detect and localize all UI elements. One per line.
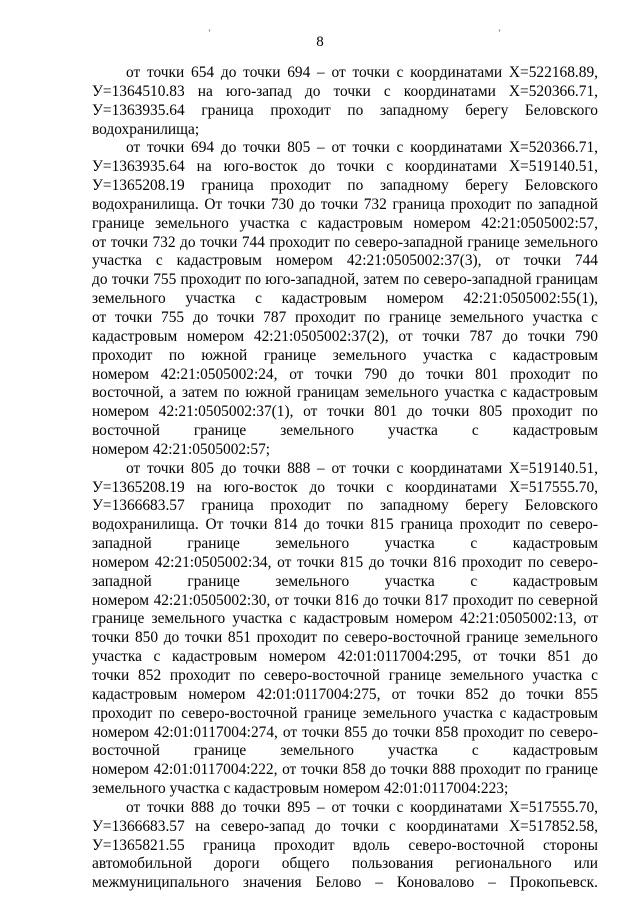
text-line: восточной границе земельного участка с кадастровым bbox=[92, 422, 598, 440]
paragraph-2 bbox=[92, 139, 598, 459]
text-line: восточной, а затем по южной границам земельного участка с кадастровым bbox=[92, 384, 598, 402]
text-line: точки 852 проходит по северо-восточной границе земельного участка с bbox=[92, 667, 598, 684]
text-line: У=1366683.57 на северо-запад до точки с координатами Х=517852.58, bbox=[92, 817, 598, 835]
text-line: от точки 805 до точки 888 – от точки с координатами Х=519140.51, bbox=[126, 459, 598, 477]
text-line: от точки 654 до точки 694 – от точки с координатами Х=522168.89, bbox=[126, 64, 598, 81]
scan-mark-left: ’ bbox=[208, 28, 211, 38]
text-line: автомобильной дороги общего пользования регионального или bbox=[92, 855, 598, 873]
text-line: номером 42:01:0117004:222, от точки 858 до точки 888 проходит по границе bbox=[92, 761, 598, 779]
text-line: до точки 755 проходит по юго-западной, затем по северо-западной границам bbox=[92, 271, 598, 289]
text-line: земельного участка с кадастровым номером 42:21:0505002:55(1), bbox=[92, 290, 598, 308]
text-line: водохранилища; bbox=[92, 120, 200, 138]
text-line: номером 42:21:0505002:30, от точки 816 до точки 817 проходит по северной bbox=[92, 591, 598, 609]
text-line: участка с кадастровым номером 42:01:0117004:295, от точки 851 до bbox=[92, 648, 598, 666]
text-line: У=1365208.19 на юго-восток до точки с координатами Х=517555.70, bbox=[92, 478, 598, 496]
paragraph-4 bbox=[92, 799, 598, 893]
text-line: границе земельного участка с кадастровым номером 42:21:0505002:13, от bbox=[92, 610, 598, 628]
text-line: кадастровым номером 42:21:0505002:37(2), от точки 787 до точки 790 bbox=[92, 327, 598, 345]
text-line: от точки 694 до точки 805 – от точки с координатами Х=520366.71, bbox=[126, 139, 598, 157]
text-line: земельного участка с кадастровым номером 42:01:0117004:223; bbox=[92, 780, 509, 798]
text-line: проходит по северо-восточной границе земельного участка с кадастровым bbox=[92, 704, 598, 722]
text-line: номером 42:21:0505002:57; bbox=[92, 440, 271, 458]
text-line: номером 42:01:0117004:274, от точки 855 до точки 858 проходит по северо- bbox=[92, 723, 598, 741]
text-line: У=1365208.19 граница проходит по западному берегу Беловского bbox=[92, 177, 598, 195]
text-line: У=1363935.64 на юго-восток до точки с координатами Х=519140.51, bbox=[92, 158, 598, 176]
text-line: от точки 888 до точки 895 – от точки с координатами Х=517555.70, bbox=[126, 798, 598, 816]
scan-mark-right: ’ bbox=[498, 28, 501, 38]
page-number: 8 bbox=[316, 34, 324, 50]
text-line: от точки 755 до точки 787 проходит по границе земельного участка с bbox=[92, 308, 598, 326]
text-line: водохранилища. От точки 814 до точки 815 граница проходит по северо- bbox=[92, 516, 598, 534]
text-line: У=1366683.57 граница проходит по западному берегу Беловского bbox=[92, 497, 598, 515]
text-line: кадастровым номером 42:01:0117004:275, от точки 852 до точки 855 bbox=[92, 685, 598, 703]
text-line: У=1364510.83 на юго-запад до точки с координатами Х=520366.71, bbox=[92, 82, 598, 100]
text-line: водохранилища. От точки 730 до точки 732 граница проходит по западной bbox=[92, 195, 598, 213]
text-line: участка с кадастровым номером 42:21:0505002:37(3), от точки 744 bbox=[92, 252, 598, 270]
text-line: номером 42:21:0505002:34, от точки 815 до точки 816 проходит по северо- bbox=[92, 553, 598, 571]
text-line: межмуниципального значения Белово – Коновалово – Прокопьевск. bbox=[92, 874, 598, 892]
paragraph-1 bbox=[92, 64, 598, 139]
text-line: номером 42:21:0505002:37(1), от точки 801 до точки 805 проходит по bbox=[92, 403, 598, 421]
paragraph-3 bbox=[92, 460, 598, 799]
text-line: точки 850 до точки 851 проходит по северо-восточной границе земельного bbox=[92, 629, 598, 647]
text-line: восточной границе земельного участка с кадастровым bbox=[92, 742, 598, 760]
text-line: У=1365821.55 граница проходит вдоль северо-восточной стороны bbox=[92, 836, 598, 854]
text-line: западной границе земельного участка с кадастровым bbox=[92, 572, 598, 590]
text-line: номером 42:21:0505002:24, от точки 790 до точки 801 проходит по bbox=[92, 365, 598, 383]
text-line: от точки 732 до точки 744 проходит по северо-западной границе земельного bbox=[92, 233, 598, 251]
text-line: проходит по южной границе земельного участка с кадастровым bbox=[92, 346, 598, 364]
text-line: У=1363935.64 граница проходит по западному берегу Беловского bbox=[92, 101, 598, 119]
document-body bbox=[92, 64, 598, 893]
text-line: границе земельного участка с кадастровым номером 42:21:0505002:57, bbox=[92, 214, 598, 232]
text-line: западной границе земельного участка с кадастровым bbox=[92, 535, 598, 553]
